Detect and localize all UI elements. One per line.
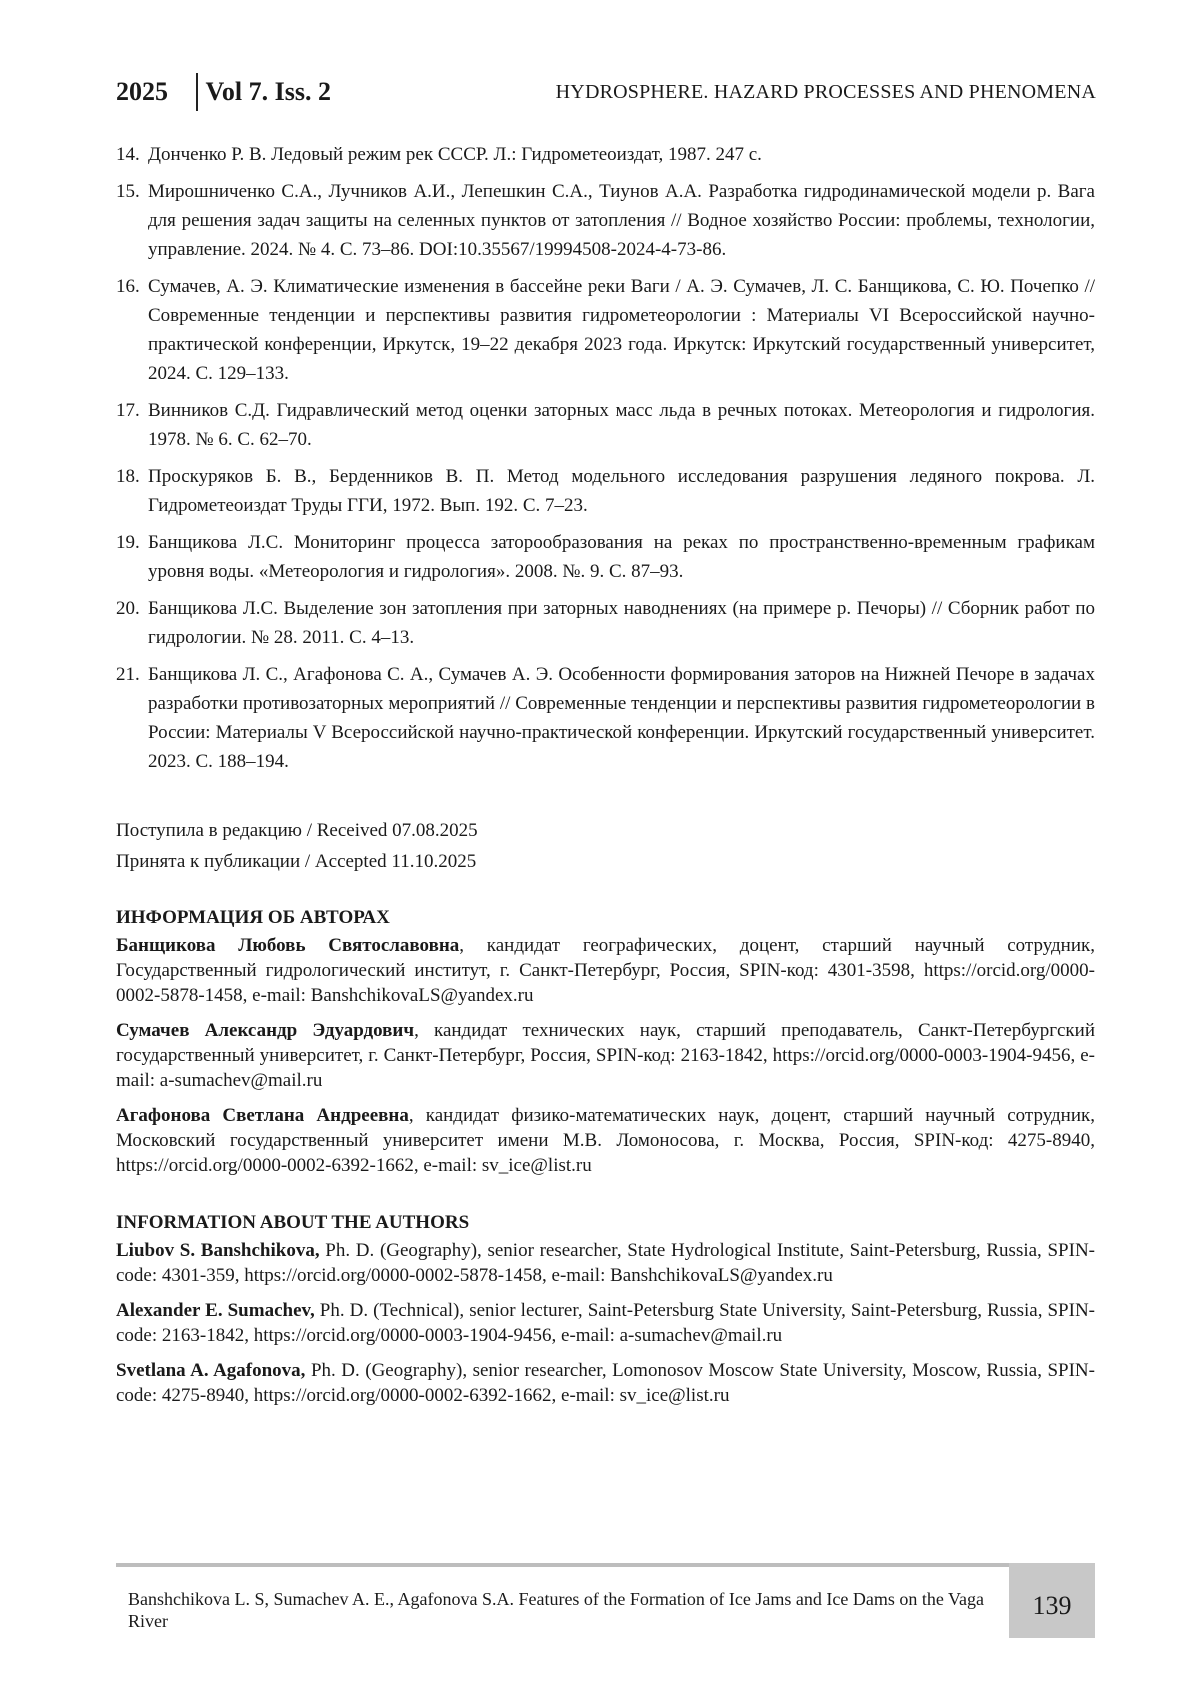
footer-divider <box>116 1563 1095 1567</box>
reference-item <box>116 594 1095 652</box>
reference-item <box>116 396 1095 454</box>
author-name: Агафонова Светлана Андреевна <box>116 1105 409 1126</box>
header-divider <box>196 73 198 111</box>
author-name: Сумачев Александр Эдуардович <box>116 1020 415 1041</box>
footer-citation: Banshchikova L. S, Sumachev A. E., Agafonova S.A. Features of the Formation of Ice Jams and Ice Dams on the Vaga River <box>128 1589 984 1631</box>
author-name: Alexander E. Sumachev, <box>116 1300 315 1321</box>
author-info: Ph. D. (Technical), senior lecturer, Saint-Petersburg State University, Saint-Petersburg, Russia, SPIN-code: 2163-1842, https://orcid.org/0000-0003-1904-9456, e-mail: a-sumachev@mail.ru <box>116 1300 1096 1346</box>
authors-title-en: INFORMATION ABOUT THE AUTHORS <box>116 1212 470 1233</box>
reference-text: Банщикова Л.С. Выделение зон затопления при заторных наводнениях (на примере р. Печоры) // Сборник работ по гидрологии. № 28. 2011. С. 4–13. <box>148 598 1095 648</box>
header-volume: Vol 7. Iss. 2 <box>205 77 331 106</box>
authors-section-en <box>116 1210 1095 1418</box>
reference-text: Сумачев, А. Э. Климатические изменения в бассейне реки Ваги / А. Э. Сумачев, Л. С. Банщикова, С. Ю. Почепко // Современные тенденции и перспективы развития гидрометеорологии : Материалы VI Всероссийской научно-практической конференции, Иркутск, 19–22 декабря 2023 года. Иркутск: Иркутский государственный университет, 2024. С. 129–133. <box>148 276 1095 384</box>
author-info: Ph. D. (Geography), senior researcher, Lomonosov Moscow State University, Moscow, Russia, SPIN-code: 4275-8940, https://orcid.org/0000-0002-6392-1662, e-mail: sv_ice@list.ru <box>116 1360 1095 1406</box>
author-info: Ph. D. (Geography), senior researcher, State Hydrological Institute, Saint-Petersburg, Russia, SPIN-code: 4301-359, https://orcid.org/0000-0002-5878-1458, e-mail: BanshchikovaLS@yandex.ru <box>116 1240 1095 1286</box>
author-name: Liubov S. Banshchikova, <box>116 1240 320 1261</box>
reference-number: 15. <box>116 181 140 202</box>
reference-item <box>116 140 1095 169</box>
author-entry <box>116 1018 1095 1093</box>
reference-item <box>116 177 1095 264</box>
author-entry <box>116 1298 1095 1348</box>
reference-text: Банщикова Л. С., Агафонова С. А., Сумачев А. Э. Особенности формирования заторов на Нижней Печоре в задачах разработки противозаторных мероприятий // Современные тенденции и перспективы развития гидрометеорологии в России: Материалы V Всероссийской научно-практической конференции. Иркутский государственный университет. 2023. С. 188–194. <box>148 664 1095 772</box>
reference-number: 16. <box>116 276 140 297</box>
reference-number: 19. <box>116 532 140 553</box>
author-entry <box>116 933 1095 1008</box>
author-entry <box>116 1238 1095 1288</box>
reference-list <box>116 140 1095 784</box>
reference-text: Винников С.Д. Гидравлический метод оценки заторных масс льда в речных потоках. Метеорология и гидрология. 1978. № 6. С. 62–70. <box>148 400 1095 450</box>
reference-text: Банщикова Л.С. Мониторинг процесса заторообразования на реках по пространственно-временным графикам уровня воды. «Метеорология и гидрология». 2008. №. 9. С. 87–93. <box>148 532 1095 582</box>
reference-text: Проскуряков Б. В., Берденников В. П. Метод модельного исследования разрушения ледяного покрова. Л. Гидрометеоиздат Труды ГГИ, 1972. Вып. 192. С. 7–23. <box>148 466 1095 516</box>
reference-text: Мирошниченко С.А., Лучников А.И., Лепешкин С.А., Тиунов А.А. Разработка гидродинамической модели р. Вага для решения задач защиты на селенных пунктов от затопления // Водное хозяйство России: проблемы, технологии, управление. 2024. № 4. С. 73–86. DOI:10.35567/19994508-2024-4-73-86. <box>148 181 1095 260</box>
header-year: 2025 <box>116 77 168 106</box>
submission-dates <box>116 815 478 877</box>
author-entry <box>116 1358 1095 1408</box>
authors-title-ru: ИНФОРМАЦИЯ ОБ АВТОРАХ <box>116 907 390 928</box>
reference-number: 17. <box>116 400 140 421</box>
page-header <box>116 72 1096 112</box>
author-entry <box>116 1103 1095 1178</box>
author-name: Svetlana A. Agafonova, <box>116 1360 306 1381</box>
reference-number: 21. <box>116 664 140 685</box>
author-info: , кандидат географических, доцент, старший научный сотрудник, Государственный гидрологический институт, г. Санкт-Петербург, Россия, SPIN-код: 4301-3598, https://orcid.org/0000-0002-5878-1458, e-mail: BanshchikovaLS@yandex.ru <box>116 935 1096 1006</box>
reference-item <box>116 528 1095 586</box>
received-date: Поступила в редакцию / Received 07.08.2025 <box>116 820 478 841</box>
header-journal-title: HYDROSPHERE. HAZARD PROCESSES AND PHENOMENA <box>555 80 1096 103</box>
page-number: 139 <box>1009 1563 1095 1638</box>
author-name: Банщикова Любовь Святославовна <box>116 935 460 956</box>
reference-text: Дончeнко Р. В. Ледовый режим рек СССР. Л.: Гидрометеоиздат, 1987. 247 с. <box>148 144 762 165</box>
reference-number: 14. <box>116 144 140 165</box>
author-info: , кандидат физико-математических наук, доцент, старший научный сотрудник, Московский государственный университет имени М.В. Ломоносова, г. Москва, Россия, SPIN-код: 4275-8940, https://orcid.org/0000-0002-6392-1662, e-mail: sv_ice@list.ru <box>116 1105 1095 1176</box>
reference-number: 18. <box>116 466 140 487</box>
accepted-date: Принята к публикации / Accepted 11.10.2025 <box>116 851 477 872</box>
reference-item <box>116 660 1095 776</box>
reference-number: 20. <box>116 598 140 619</box>
reference-item <box>116 462 1095 520</box>
author-info: , кандидат технических наук, старший преподаватель, Санкт-Петербургский государственный университет, г. Санкт-Петербург, Россия, SPIN-код: 2163-1842, https://orcid.org/0000-0003-1904-9456, e-mail: a-sumachev@mail.ru <box>116 1020 1095 1091</box>
authors-section-ru <box>116 905 1095 1188</box>
reference-item <box>116 272 1095 388</box>
